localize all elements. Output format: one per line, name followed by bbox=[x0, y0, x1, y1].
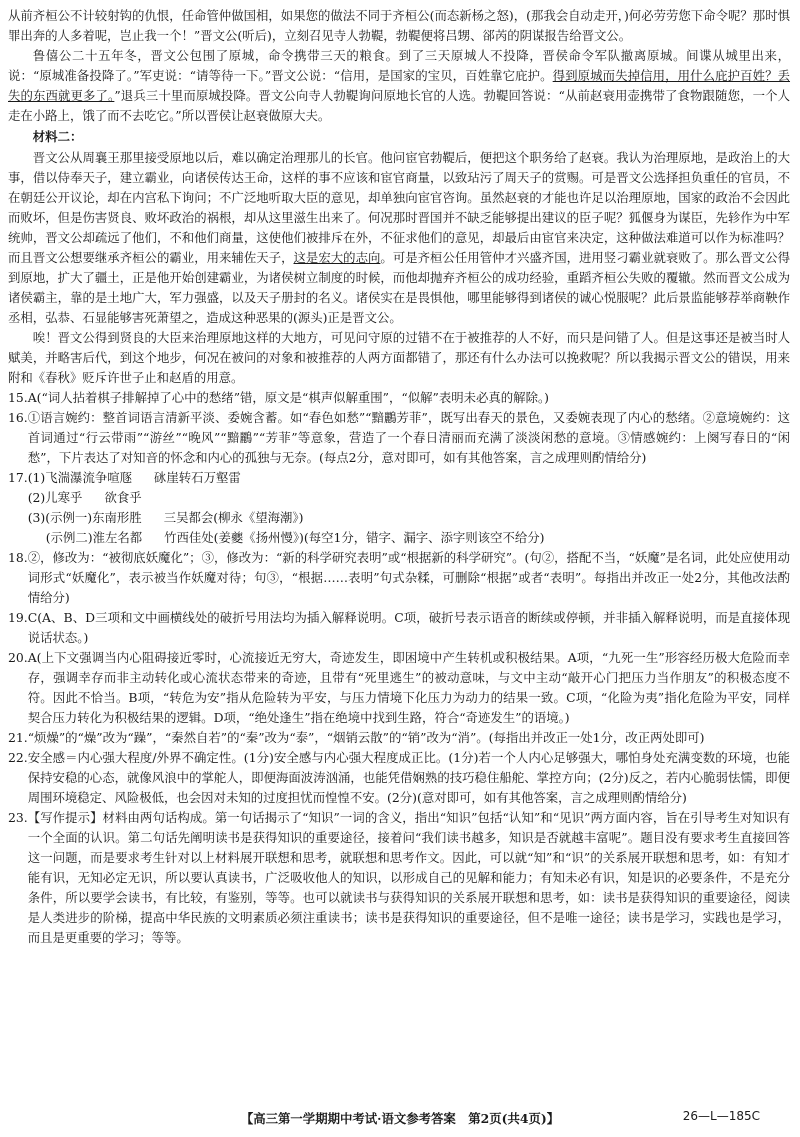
footer-code: 26—L—185C bbox=[682, 1109, 760, 1123]
answer-17 bbox=[8, 468, 790, 548]
answer-number: 22. bbox=[8, 750, 28, 765]
line-part-a: 东南形胜 bbox=[92, 510, 142, 525]
material-2-paragraph-2: 唉！晋文公得到贤良的大臣来治理原地这样的大地方，可见问守原的过错不在于被推荐的人不好，而只是问错了人。但是这事还是被当时人赋美，并略害后代，到这个地步，何况在被问的对象和被推荐的人两方面都错了，那还有什么办法可以挽救呢？所以我揭示晋文公的错误，用来附和《春秋》贬斥许世子止和赵盾的用意。 bbox=[8, 330, 790, 385]
answer-19 bbox=[8, 608, 790, 648]
intro-paragraph-1: 从前齐桓公不计较射钩的仇恨，任命管仲做国相，如果您的做法不同于齐桓公(而态新杨之怒)，(那我会自动走开，)何必劳劳您下命令呢？那时惧罪出奔的人多着呢，岂止我一个！”晋文公(听后)，立刻召见寺人勃鞮，勃鞮便将吕甥、郤芮的阴谋报告给晋文公。 bbox=[8, 8, 790, 43]
answer-number: 21. bbox=[8, 730, 28, 745]
material-2-paragraph-1 bbox=[8, 148, 790, 328]
answer-20 bbox=[8, 648, 790, 728]
page-footer bbox=[0, 1109, 800, 1127]
answer-17-line bbox=[28, 468, 790, 488]
answer-text: A(上下文强调当内心阻碍接近零时，心流接近无穷大，奇迹发生，即困境中产生转机或积极结果。A项，“九死一生”形容经历极大危险而幸存，强调幸存而非主动转化或心流状态带来的奇迹，且带有“死里逃生”的被动意味，与文中主动“敲开心门把压力当作朋友”的积极态度不符。因此不恰当。B项，“转危为安”指从危险转为平安，与压力情境下化压力为动力的结果一致。C项，“化险为夷”指化危险为平安，同样契合压力转化为积极结果的逻辑。D项，“绝处逢生”指在绝境中找到生路，符合“奇迹发生”的语境。) bbox=[27, 650, 790, 725]
answer-21 bbox=[8, 728, 790, 748]
answer-number: 19. bbox=[8, 610, 28, 625]
line-part-b: 欲食乎 bbox=[104, 490, 142, 505]
answer-number: 17. bbox=[8, 470, 28, 485]
line-part-a: 淮左名都 bbox=[92, 530, 143, 545]
answer-text: “烦燥”的“燥”改为“躁”，“秦然自若”的“秦”改为“泰”，“烟销云散”的“销”改为“消”。(每指出并改正一处1分，改正两处即可) bbox=[27, 730, 705, 745]
material-2-heading: 材料二： bbox=[32, 129, 83, 144]
answer-number: 23. bbox=[8, 810, 28, 825]
answer-22 bbox=[8, 748, 790, 808]
answer-17-line bbox=[28, 508, 790, 528]
answer-text: A(“词人拈着棋子排解掉了心中的愁绪”错，原文是“棋声似解重围”，“似解”表明未必真的解除。) bbox=[27, 390, 549, 405]
answer-17-lines bbox=[28, 468, 790, 548]
intro-paragraph-2-underlined: 得到原城而失掉信用，用什么庇护百姓？丢失的东西就更多了。 bbox=[8, 68, 791, 103]
answer-text: C(A、B、D三项和文中画横线处的破折号用法均为插入解释说明。C项，破折号表示语音的断续或停顿，并非插入解释说明，而是直接体现说话状态。) bbox=[27, 610, 790, 645]
line-label: (2) bbox=[27, 490, 46, 505]
material-2-paragraph-1-a: 晋文公从周襄王那里接受原地以后，难以确定治理那儿的长官。他问宦官勃鞮后，便把这个职务给了赵衰。我认为治理原地，是政治上的大事，借以侍奉天子，建立霸业，向诸侯传达王命，这样的事不应该和宦官商量，以致玷污了周天子的赏赐。可是晋文公选择担负重任的官员，不在朝廷公开议论，却在内宫私下询问；不广泛地听取大臣的意见，却单独向宦官咨询。虽然赵衰的才能也许足以治理原地，国家的政治不会因此而败坏，但是伤害贤良、败坏政治的祸根，却从这里滋生出来了。何况那时晋国并不缺乏能够提出建议的臣子呢？狐偃身为谋臣，先轸作为中军统帅，晋文公却疏远了他们，不和他们商量，这使他们被排斥在外，不征求他们的意见，却最后由宦官来决定，这种做法难道可以作为标准吗？而且晋文公想要继承齐桓公的霸业，用来辅佐天子， bbox=[8, 150, 790, 265]
answer-text: 【写作提示】材料由两句话构成。第一句话揭示了“知识”一词的含义，指出“知识”包括“认知”和“见识”两方面内容，旨在引导考生对知识有一个全面的认识。第二句话先阐明读书是获得知识的重要途径，接着问“我们读书越多，知识是否就越丰富呢”。题目没有要求考生直接回答这一问题，而是要求考生针对以上材料展开联想和思考，就联想和思考作文。因此，可以就“知”和“识”的关系展开联想和思考，如：有知才能有识，无知必定无识，所以要认真读书，广泛吸收他人的知识，以形成自己的见解和能力；有知未必有识，知是识的必要条件，不是充分条件，所以要学会读书，有比较，有鉴别，等等。也可以就读书与获得知识的关系展开联想和思考，如：读书是获得知识的重要途径，阅读是人类进步的阶梯，提高中华民族的文明素质必须注重读书；读书是获得知识的重要途径，但不是唯一途径；读书是学习，实践也是学习，而且是更重要的学习；等等。 bbox=[27, 810, 790, 945]
intro-paragraph-2-a: 鲁僖公二十五年冬，晋文公包围了原城，命令携带三天的粮食。到了三天原城人不投降，晋侯命令军队撤离原城。间谍从城里出来，说：“原城准备投降了。”军吏说：“请等待一下。”晋文公说：“信用，是国家的宝贝，百姓靠它庇护。 bbox=[8, 48, 790, 83]
material-2-paragraph-1-c: 。可是齐桓公任用管仲才兴盛齐国，进用竖刁霸业就衰败了。那么晋文公得到原地，扩大了疆土，正是他开始创建霸业，为诸侯树立制度的时候，而他却抛弃齐桓公的成功经验，重蹈齐桓公失败的覆辙。然而晋文公成为诸侯霸主，靠的是土地广大，军力强盛，以及天子册封的名义。诸侯实在是畏惧他，哪里能够得到诸侯的诚心悦服呢？此后景监能够荐举商鞅作丞相，弘恭、石显能够害死萧望之，造成这种恶果的(源头)正是晋文公。 bbox=[8, 250, 791, 325]
footer-title: 【高三第一学期期中考试·语文参考答案 第2页(共4页)】 bbox=[240, 1111, 560, 1126]
line-label: (示例二) bbox=[45, 530, 93, 545]
line-label: (1) bbox=[27, 470, 46, 485]
answer-number: 20. bbox=[8, 650, 28, 665]
answer-17-line bbox=[28, 488, 790, 508]
line-part-a: 儿寒乎 bbox=[45, 490, 83, 505]
answer-number: 18. bbox=[8, 550, 28, 565]
answer-number: 15. bbox=[8, 390, 28, 405]
answer-16 bbox=[8, 408, 790, 468]
line-part-b: 砯崖转石万壑雷 bbox=[154, 470, 241, 485]
line-label: (3)(示例一) bbox=[27, 510, 93, 525]
line-part-b: 三吴都会(柳永《望海潮》) bbox=[163, 510, 304, 525]
answer-text: ①语言婉约：整首词语言清新平淡、委婉含蓄。如“春色如愁”“黯鸝芳菲”，既写出春天的景色，又委婉表现了内心的愁绪。②意境婉约：这首词通过“行云带雨”“游丝”“晚风”“黯鸝”“芳菲”等意象，营造了一个春日清丽而充满了淡淡闲愁的意境。③情感婉约：上阕写春日的“闲愁”，下片表达了对知音的怀念和内心的孤独与无奈。(每点2分，意对即可，如有其他答案，言之成理则酌情给分) bbox=[27, 410, 790, 465]
answer-text: ②，修改为：“被彻底妖魔化”；③，修改为：“新的科学研究表明”或“根据新的科学研究”。(句②，搭配不当，“妖魔”是名词，此处应使用动词形式“妖魔化”，表示被当作妖魔对待；句③，“根据……表明”句式杂糅，可删除“根据”或者“表明”。每指出并改正一处2分，其他改法酌情给分) bbox=[27, 550, 790, 605]
answer-text: 安全感＝内心强大程度/外界不确定性。(1分)安全感与内心强大程度成正比。(1分)若一个人内心足够强大，哪怕身处充满变数的环境，也能保持安稳的心态，就像风浪中的掌舵人，即便海面波涛汹涌，也能凭借娴熟的技巧稳住船舵、掌控方向；(2分)反之，若内心脆弱怯懦，即便周围环境稳定、风险极低，也会因对未知的过度担忧而惶惶不安。(2分)(意对即可，如有其他答案，言之成理则酌情给分) bbox=[27, 750, 790, 805]
intro-paragraph-2 bbox=[8, 46, 790, 126]
intro-paragraph-2-c: ”退兵三十里而原城投降。晋文公向寺人勃鞮询问原地长官的人选。勃鞮回答说：“从前赵衰用壶携带了食物跟随您，一个人走在小路上，饿了而不去吃它。”所以晋侯让赵衰做原大夫。 bbox=[8, 88, 790, 123]
answer-23 bbox=[8, 808, 790, 948]
line-part-b: 竹西佳处(姜夔《扬州慢》)(每空1分，错字、漏字、添字则该空不给分) bbox=[164, 530, 545, 545]
answer-18 bbox=[8, 548, 790, 608]
answer-number: 16. bbox=[8, 410, 28, 425]
line-part-a: 飞湍瀑流争喧豗 bbox=[45, 470, 133, 485]
answer-15 bbox=[8, 388, 790, 408]
answer-17-line bbox=[28, 528, 790, 548]
material-2-paragraph-1-underlined: 这是宏大的志向 bbox=[293, 250, 381, 265]
